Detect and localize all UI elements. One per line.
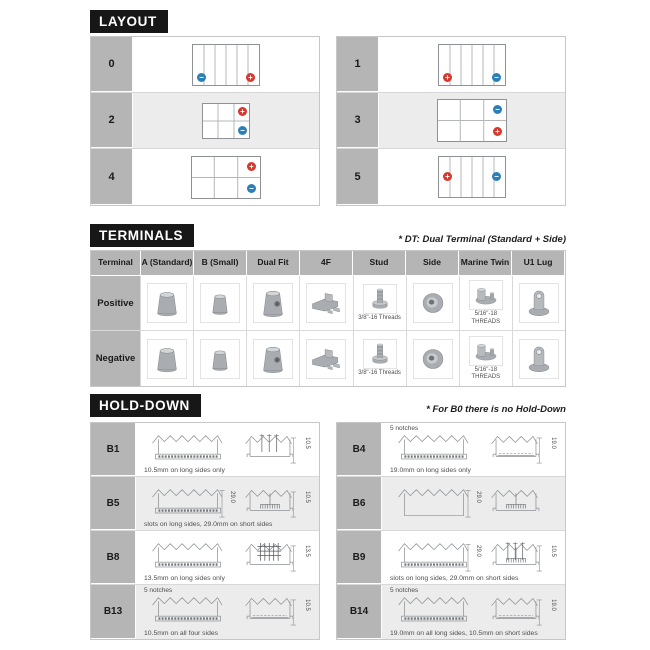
terminal-side-icon — [413, 339, 453, 379]
marine-thread-caption-line1: 5/16"-18 — [474, 366, 498, 373]
positive-terminal-marker: + — [443, 172, 452, 181]
terminal-b-icon — [200, 283, 240, 323]
holddown-short-side-diagram — [485, 594, 547, 628]
holddown-long-side-diagram — [142, 540, 234, 574]
holddown-row-content — [136, 423, 319, 476]
layout-row-content — [133, 37, 319, 92]
dimension-label: 13.5 — [303, 545, 310, 557]
terminal-cell-side — [407, 331, 460, 386]
layout-table-left — [90, 36, 320, 206]
holddown-row — [91, 477, 319, 531]
terminal-u1-icon — [519, 283, 559, 323]
battery-top-view-diagram — [192, 44, 260, 86]
terminal-stud-icon — [363, 339, 397, 369]
holddown-long-side-diagram — [388, 540, 480, 574]
terminal-side-icon — [413, 283, 453, 323]
holddown-caption: slots on long sides, 29.0mm on short sides — [390, 575, 519, 582]
negative-terminal-marker: − — [238, 126, 247, 135]
dimension-label: 29.0 — [228, 491, 235, 503]
holddown-row-content — [382, 531, 565, 584]
holddown-id-label: B14 — [337, 585, 382, 639]
holddown-long-side-diagram — [142, 432, 234, 466]
terminal-cell-stud — [354, 276, 407, 331]
holddown-section-header — [90, 394, 201, 417]
holddown-notch-note: 5 notches — [390, 425, 419, 432]
holddown-row — [337, 585, 565, 639]
marine-thread-caption-line1: 5/16"-18 — [474, 311, 498, 318]
terminal-row-label: Positive — [91, 276, 141, 331]
negative-terminal-marker: − — [197, 73, 206, 82]
terminal-marine-icon — [469, 280, 503, 310]
column-header-a: A (Standard) — [141, 251, 194, 276]
holddown-row — [337, 423, 565, 477]
holddown-row-content — [382, 423, 565, 476]
holddown-row — [91, 531, 319, 585]
terminal-a-icon — [147, 339, 187, 379]
holddown-short-side-diagram — [239, 486, 301, 520]
marine-thread-caption — [471, 311, 500, 325]
terminals-header-row — [91, 251, 565, 276]
holddown-row-content — [136, 531, 319, 584]
battery-top-view-diagram — [191, 156, 261, 199]
dimension-label: 29.0 — [474, 491, 481, 503]
terminal-f4-icon — [306, 283, 346, 323]
holddown-id-label: B6 — [337, 477, 382, 530]
marine-thread-caption-line2: THREADS — [471, 374, 501, 380]
layout-section-header — [90, 10, 168, 33]
terminal-cell-dual — [247, 276, 300, 331]
terminal-marine-icon — [469, 336, 503, 366]
layout-row — [91, 149, 319, 205]
holddown-row-content — [382, 477, 565, 530]
battery-top-view-diagram — [438, 44, 506, 86]
dimension-label: 19.0 — [549, 599, 556, 611]
holddown-id-label: B5 — [91, 477, 136, 530]
terminal-f4-icon — [306, 339, 346, 379]
holddown-caption: 19.0mm on long sides only — [390, 467, 471, 474]
negative-terminal-marker: − — [493, 105, 502, 114]
dimension-label: 10.5 — [303, 437, 310, 449]
layout-row — [91, 37, 319, 93]
holddown-short-side-diagram — [239, 594, 301, 628]
layout-row — [91, 93, 319, 149]
column-header-u1: U1 Lug — [512, 251, 565, 276]
layout-row-content — [379, 93, 565, 148]
layout-row-label: 5 — [337, 149, 379, 205]
marine-thread-caption — [471, 367, 500, 381]
holddown-long-side-diagram — [142, 486, 234, 520]
holddown-id-label: B4 — [337, 423, 382, 476]
terminal-cell-stud — [354, 331, 407, 386]
terminals-table — [90, 250, 566, 387]
terminal-cell-marine — [460, 276, 513, 331]
holddown-row-content — [382, 585, 565, 639]
terminal-stud-icon — [363, 284, 397, 314]
terminal-dual-icon — [253, 339, 293, 379]
layout-row-content — [133, 93, 319, 148]
terminal-u1-icon — [519, 339, 559, 379]
holddown-long-side-diagram — [388, 486, 480, 520]
holddown-short-side-diagram — [485, 486, 547, 520]
layout-row-content — [379, 37, 565, 92]
holddown-caption: slots on long sides, 29.0mm on short sides — [144, 521, 273, 528]
battery-top-view-diagram — [437, 99, 507, 142]
holddown-row — [337, 531, 565, 585]
layout-row-label: 4 — [91, 149, 133, 205]
holddown-row-content — [136, 477, 319, 530]
dimension-label: 29.0 — [474, 545, 481, 557]
holddown-short-side-diagram — [485, 432, 547, 466]
dimension-label: 10.5 — [549, 545, 556, 557]
layout-row-label: 3 — [337, 93, 379, 148]
marine-thread-caption-line2: THREADS — [471, 318, 501, 325]
battery-top-view-diagram — [202, 103, 250, 139]
holddown-long-side-diagram — [142, 594, 234, 628]
layout-row-label: 2 — [91, 93, 133, 148]
terminal-cell-marine — [460, 331, 513, 386]
holddown-row — [91, 585, 319, 639]
column-header-marine: Marine Twin — [459, 251, 512, 276]
layout-row-label: 0 — [91, 37, 133, 92]
positive-terminal-marker: + — [443, 73, 452, 82]
layout-row — [337, 149, 565, 205]
holddown-short-side-diagram — [485, 540, 547, 574]
layout-row — [337, 93, 565, 149]
column-header-side: Side — [406, 251, 459, 276]
holddown-row-content — [136, 585, 319, 639]
terminal-cell-f4 — [300, 331, 353, 386]
terminal-a-icon — [147, 283, 187, 323]
holddown-short-side-diagram — [239, 540, 301, 574]
column-header-f4: 4F — [300, 251, 353, 276]
positive-terminal-marker: + — [238, 107, 247, 116]
column-header-dual: Dual Fit — [247, 251, 300, 276]
column-header-b: B (Small) — [194, 251, 247, 276]
layout-table-right — [336, 36, 566, 206]
dimension-label: 10.5 — [303, 491, 310, 503]
terminal-cell-a — [141, 276, 194, 331]
terminal-dual-icon — [253, 283, 293, 323]
holddown-id-label: B1 — [91, 423, 136, 476]
holddown-id-label: B8 — [91, 531, 136, 584]
terminal-cell-dual — [247, 331, 300, 386]
column-header-terminal: Terminal — [91, 251, 141, 276]
holddown-notch-note: 5 notches — [390, 587, 419, 594]
terminal-cell-a — [141, 331, 194, 386]
terminals-section-header — [90, 224, 194, 247]
stud-thread-caption: 3/8"-16 Threads — [358, 370, 401, 377]
holddown-caption: 19.0mm on all long sides, 10.5mm on short sides — [390, 630, 538, 637]
dimension-label: 10.5 — [303, 599, 310, 611]
terminal-b-icon — [200, 339, 240, 379]
layout-row-content — [133, 149, 319, 205]
positive-terminal-marker: + — [493, 127, 502, 136]
holddown-table-left — [90, 422, 320, 640]
holddown-row — [337, 477, 565, 531]
holddown-note: * For B0 there is no Hold-Down — [426, 404, 566, 415]
battery-top-view-diagram — [438, 156, 506, 198]
holddown-caption: 10.5mm on all four sides — [144, 630, 219, 637]
layout-row-content — [379, 149, 565, 205]
terminal-cell-b — [194, 331, 247, 386]
terminal-row-negative — [91, 331, 565, 386]
dimension-label: 19.0 — [549, 437, 556, 449]
terminal-cell-b — [194, 276, 247, 331]
terminal-row-label: Negative — [91, 331, 141, 386]
terminal-cell-side — [407, 276, 460, 331]
holddown-long-side-diagram — [388, 432, 480, 466]
terminal-cell-u1 — [513, 276, 565, 331]
positive-terminal-marker: + — [247, 162, 256, 171]
positive-terminal-marker: + — [246, 73, 255, 82]
stud-thread-caption: 3/8"-16 Threads — [358, 314, 401, 321]
holddown-short-side-diagram — [239, 432, 301, 466]
negative-terminal-marker: − — [492, 73, 501, 82]
column-header-stud: Stud — [353, 251, 406, 276]
terminals-section-title: TERMINALS — [99, 228, 184, 243]
holddown-caption: 13.5mm on long sides only — [144, 575, 225, 582]
holddown-section-title: HOLD-DOWN — [99, 398, 190, 413]
negative-terminal-marker: − — [492, 172, 501, 181]
holddown-long-side-diagram — [388, 594, 480, 628]
terminal-row-positive — [91, 276, 565, 331]
layout-row — [337, 37, 565, 93]
negative-terminal-marker: − — [247, 184, 256, 193]
holddown-id-label: B9 — [337, 531, 382, 584]
holddown-id-label: B13 — [91, 585, 136, 639]
holddown-caption: 10.5mm on long sides only — [144, 467, 225, 474]
holddown-table-right — [336, 422, 566, 640]
layout-row-label: 1 — [337, 37, 379, 92]
terminal-cell-f4 — [300, 276, 353, 331]
holddown-row — [91, 423, 319, 477]
terminals-note: * DT: Dual Terminal (Standard + Side) — [398, 234, 566, 245]
holddown-notch-note: 5 notches — [144, 587, 173, 594]
layout-section-title: LAYOUT — [99, 14, 157, 29]
terminal-cell-u1 — [513, 331, 565, 386]
